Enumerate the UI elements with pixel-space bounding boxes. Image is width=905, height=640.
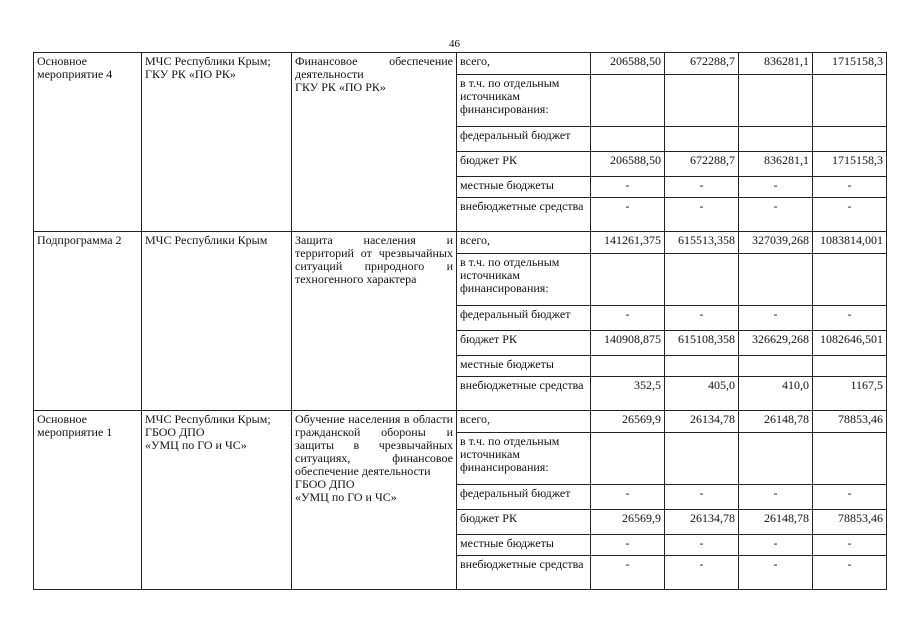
amount-cell	[813, 433, 887, 485]
table-row	[34, 53, 887, 75]
amount-cell: 615513,358	[665, 232, 739, 254]
amount-cell	[739, 127, 813, 152]
amount-cell	[591, 356, 665, 377]
amount-cell: 1715158,3	[813, 53, 887, 75]
amount-cell: -	[591, 198, 665, 232]
amount-cell: 140908,875	[591, 331, 665, 356]
amount-cell: 672288,7	[665, 152, 739, 177]
amount-cell: -	[813, 198, 887, 232]
amount-cell: -	[739, 306, 813, 331]
funding-source: в т.ч. по отдельным источникам финансирования:	[457, 433, 591, 485]
amount-cell: 405,0	[665, 377, 739, 411]
description-line: ГКУ РК «ПО РК»	[295, 80, 386, 94]
funding-source: местные бюджеты	[457, 356, 591, 377]
description-line: Обучение населения в области гражданской обороны и защиты в чрезвычайных ситуациях, финансовое обеспечение деятельности	[295, 412, 453, 478]
amount-cell: -	[591, 556, 665, 590]
amount-cell: 78853,46	[813, 411, 887, 433]
amount-cell: -	[591, 485, 665, 510]
amount-cell: -	[813, 535, 887, 556]
amount-cell	[739, 75, 813, 127]
amount-cell: -	[739, 535, 813, 556]
executor-cell	[142, 53, 292, 232]
amount-cell: -	[591, 177, 665, 198]
amount-cell	[591, 433, 665, 485]
amount-cell: -	[739, 198, 813, 232]
description-line: Защита населения и территорий от чрезвычайных ситуаций природного и техногенного характера	[295, 233, 453, 286]
amount-cell: -	[739, 485, 813, 510]
amount-cell: -	[665, 556, 739, 590]
funding-source: федеральный бюджет	[457, 127, 591, 152]
amount-cell: 26134,78	[665, 411, 739, 433]
amount-cell: 78853,46	[813, 510, 887, 535]
amount-cell: 836281,1	[739, 53, 813, 75]
amount-cell: 26148,78	[739, 411, 813, 433]
executor-line: «УМЦ по ГО и ЧС»	[145, 438, 247, 452]
amount-cell	[739, 356, 813, 377]
description-line: ГБОО ДПО	[295, 477, 355, 491]
section-title: Подпрограмма 2	[34, 232, 142, 411]
amount-cell: 206588,50	[591, 53, 665, 75]
description-cell	[292, 232, 457, 411]
amount-cell: 141261,375	[591, 232, 665, 254]
amount-cell	[665, 127, 739, 152]
amount-cell: -	[665, 177, 739, 198]
section-title: Основное мероприятие 1	[34, 411, 142, 590]
amount-cell	[739, 254, 813, 306]
executor-cell	[142, 411, 292, 590]
amount-cell: 410,0	[739, 377, 813, 411]
amount-cell	[665, 433, 739, 485]
funding-source: бюджет РК	[457, 510, 591, 535]
funding-source: в т.ч. по отдельным источникам финансирования:	[457, 75, 591, 127]
amount-cell	[591, 75, 665, 127]
amount-cell: 26569,9	[591, 510, 665, 535]
amount-cell: -	[665, 485, 739, 510]
executor-line: ГБОО ДПО	[145, 425, 205, 439]
amount-cell: -	[591, 535, 665, 556]
funding-source: внебюджетные средства	[457, 556, 591, 590]
amount-cell	[665, 254, 739, 306]
amount-cell: -	[813, 177, 887, 198]
table-row	[34, 411, 887, 433]
funding-source: внебюджетные средства	[457, 377, 591, 411]
description-cell	[292, 411, 457, 590]
amount-cell: 1167,5	[813, 377, 887, 411]
amount-cell	[813, 356, 887, 377]
amount-cell: 26569,9	[591, 411, 665, 433]
amount-cell	[739, 433, 813, 485]
amount-cell	[665, 75, 739, 127]
amount-cell: -	[739, 177, 813, 198]
amount-cell: -	[739, 556, 813, 590]
amount-cell: 26148,78	[739, 510, 813, 535]
amount-cell: 1715158,3	[813, 152, 887, 177]
funding-source: федеральный бюджет	[457, 306, 591, 331]
amount-cell	[591, 254, 665, 306]
executor-line: ГКУ РК «ПО РК»	[145, 67, 236, 81]
amount-cell: 327039,268	[739, 232, 813, 254]
executor-cell	[142, 232, 292, 411]
amount-cell: -	[813, 306, 887, 331]
funding-source: в т.ч. по отдельным источникам финансирования:	[457, 254, 591, 306]
amount-cell	[813, 254, 887, 306]
funding-source: местные бюджеты	[457, 535, 591, 556]
executor-line: МЧС Республики Крым	[145, 233, 268, 247]
amount-cell: 672288,7	[665, 53, 739, 75]
table-row	[34, 232, 887, 254]
amount-cell: -	[813, 485, 887, 510]
amount-cell: 1082646,501	[813, 331, 887, 356]
amount-cell: 352,5	[591, 377, 665, 411]
amount-cell: -	[591, 306, 665, 331]
description-line: Финансовое обеспечение деятельности	[295, 54, 453, 81]
funding-source: всего,	[457, 232, 591, 254]
amount-cell: 26134,78	[665, 510, 739, 535]
section-title: Основное мероприятие 4	[34, 53, 142, 232]
funding-source: федеральный бюджет	[457, 485, 591, 510]
funding-source: всего,	[457, 53, 591, 75]
budget-table	[33, 52, 887, 590]
amount-cell	[665, 356, 739, 377]
funding-source: внебюджетные средства	[457, 198, 591, 232]
amount-cell: 206588,50	[591, 152, 665, 177]
page-number: 46	[449, 38, 460, 50]
funding-source: всего,	[457, 411, 591, 433]
amount-cell: -	[665, 535, 739, 556]
executor-line: МЧС Республики Крым;	[145, 412, 271, 426]
amount-cell: 326629,268	[739, 331, 813, 356]
amount-cell: -	[665, 198, 739, 232]
amount-cell	[591, 127, 665, 152]
amount-cell: 1083814,001	[813, 232, 887, 254]
amount-cell: -	[665, 306, 739, 331]
description-line: «УМЦ по ГО и ЧС»	[295, 490, 397, 504]
amount-cell	[813, 127, 887, 152]
amount-cell: 615108,358	[665, 331, 739, 356]
amount-cell	[813, 75, 887, 127]
executor-line: МЧС Республики Крым;	[145, 54, 271, 68]
description-cell	[292, 53, 457, 232]
funding-source: бюджет РК	[457, 152, 591, 177]
funding-source: местные бюджеты	[457, 177, 591, 198]
amount-cell: 836281,1	[739, 152, 813, 177]
amount-cell: -	[813, 556, 887, 590]
funding-source: бюджет РК	[457, 331, 591, 356]
